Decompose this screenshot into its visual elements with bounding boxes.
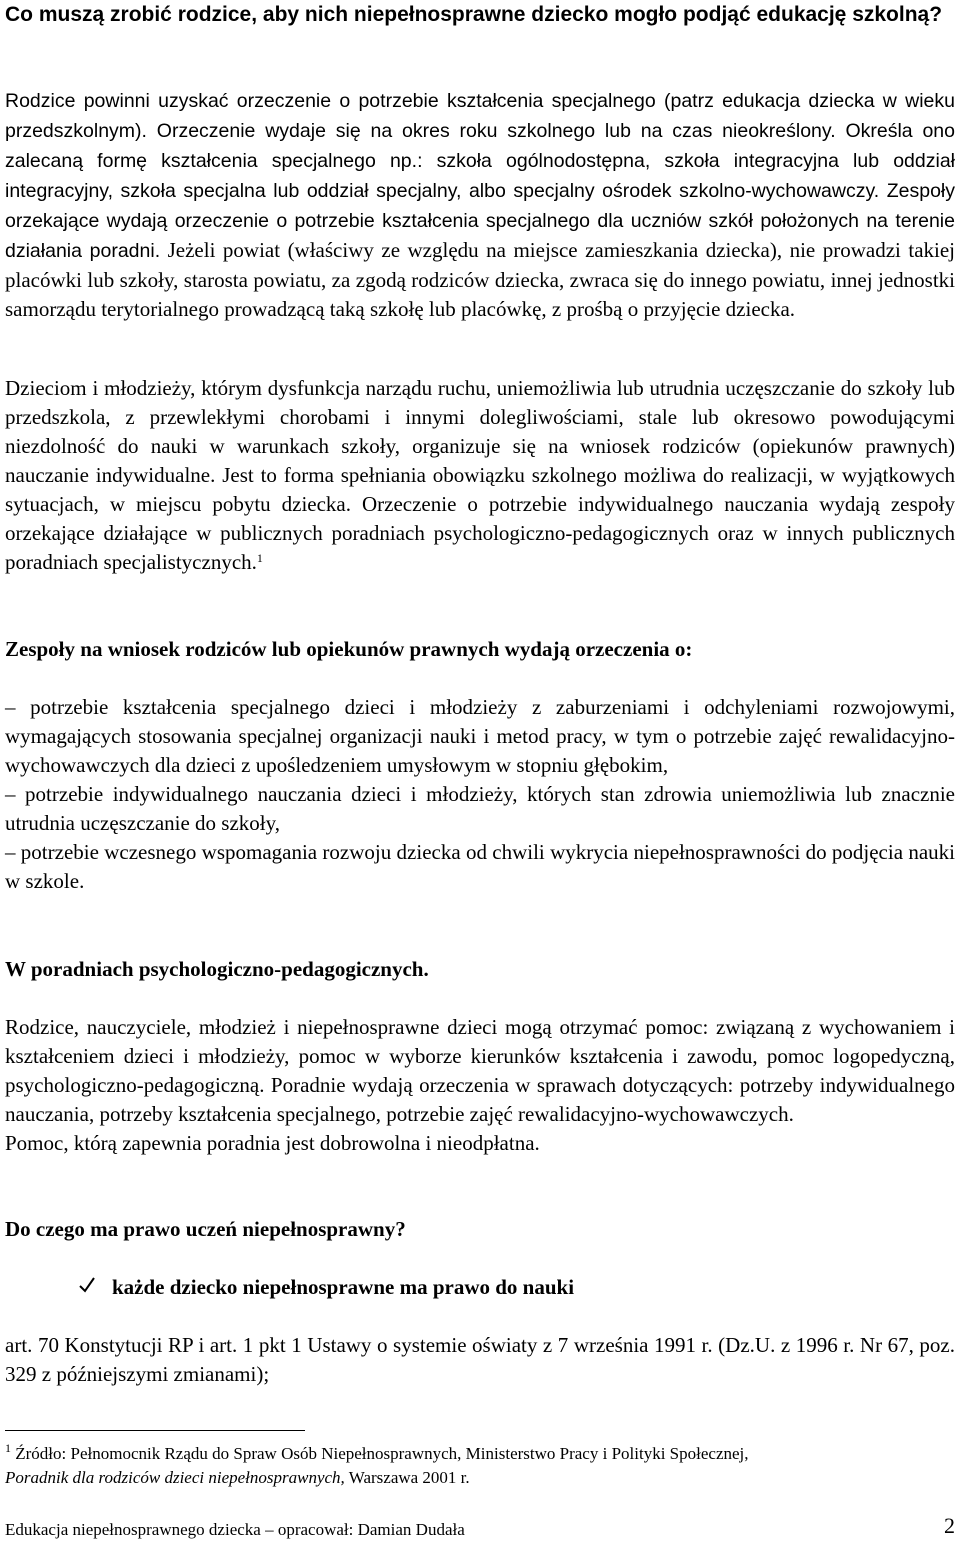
intro-serif-text: Jeżeli powiat (właściwy ze względu na miejsce zamieszkania dziecka), nie prowadzi takiej placówki lub szkoły, starosta powiatu, za zgodą rodziców dziecka, zwraca się do innego powiatu, innej jednostki samorządu terytorialnego prowadzącą taką szkołę lub placówkę, z prośbą o przyjęcie dziecka. [5, 238, 956, 321]
page-footer [5, 1515, 955, 1544]
footnote-book-title: Poradnik dla rodziców dzieci niepełnosprawnych, [5, 1468, 345, 1487]
clinics-note: Pomoc, którą zapewnia poradnia jest dobrowolna i nieodpłatna. [5, 1131, 540, 1155]
footnote-divider [5, 1430, 305, 1431]
page-heading: Co muszą zrobić rodzice, aby nich niepełnosprawne dziecko mogło podjąć edukację szkolną? [5, 3, 943, 26]
footer-text: Edukacja niepełnosprawnego dziecka – opracował: Damian Dudała [5, 1520, 465, 1539]
footnote-ref: 1 [256, 551, 263, 565]
individual-teaching-paragraph [5, 374, 955, 577]
list-item: – potrzebie indywidualnego nauczania dzieci i młodzieży, których stan zdrowia uniemożliwia lub znacznie utrudnia uczęszczanie do szkoły, [5, 782, 955, 835]
clinics-text [5, 1013, 955, 1158]
list-item: – potrzebie wczesnego wspomagania rozwoju dziecka od chwili wykrycia niepełnosprawności do podjęcia nauki w szkole. [5, 840, 955, 893]
rights-checklist-item [5, 1273, 955, 1302]
clinics-section-title: W poradniach psychologiczno-pedagogicznych. [5, 957, 429, 981]
footnote-source: Źródło: Pełnomocnik Rządu do Spraw Osób Niepełnosprawnych, Ministerstwo Pracy i Polityki Społecznej, [15, 1444, 749, 1463]
list-item: – potrzebie kształcenia specjalnego dzieci i młodzieży z zaburzeniami i odchyleniami rozwojowymi, wymagających stosowania specjalnej organizacji nauki i metod pracy, w tym o potrzebie zajęć rewalidacyjno-wychowawczych dla dzieci z upośledzeniem umysłowym w stopniu głębokim, [5, 695, 955, 777]
teams-section-title: Zespoły na wniosek rodziców lub opiekunów prawnych wydają orzeczenia o: [5, 637, 693, 661]
footnote-place-year: Warszawa 2001 r. [348, 1468, 470, 1487]
footnote [5, 1442, 955, 1490]
check-icon [78, 1273, 96, 1302]
legal-basis: art. 70 Konstytucji RP i art. 1 pkt 1 Ustawy o systemie oświaty z 7 września 1991 r. (Dz.U. z 1996 r. Nr 67, poz. 329 z późniejszymi zmianami); [5, 1333, 955, 1386]
page-number: 2 [944, 1513, 955, 1538]
teams-list [5, 693, 955, 896]
rights-section-title: Do czego ma prawo uczeń niepełnosprawny? [5, 1217, 406, 1241]
intro-paragraph [5, 86, 955, 324]
footnote-mark: 1 [5, 1441, 11, 1455]
intro-sans-text: Rodzice powinni uzyskać orzeczenie o potrzebie kształcenia specjalnego (patrz edukacja dziecka w wieku przedszkolnym). Orzeczenie wydaje się na okres roku szkolnego lub na czas nieokreślony. Określa ono zalecaną formę kształcenia specjalnego np.: szkoła ogólnodostępna, szkoła integracyjna lub oddział integracyjny, szkoła specjalna lub oddział specjalny, albo specjalny ośrodek szkolno-wychowawczy. Zespoły orzekające wydają orzeczenie o potrzebie kształcenia specjalnego dla uczniów szkół położonych na terenie działania poradni. [5, 90, 955, 262]
individual-teaching-text: Dzieciom i młodzieży, którym dysfunkcja narządu ruchu, uniemożliwia lub utrudnia uczęszczanie do szkoły lub przedszkola, z przewlekłymi chorobami i innymi dolegliwościami, stale lub okresowo powodującymi niezdolność do nauki w warunkach szkoły, organizuje się na wniosek rodziców (opiekunów prawnych) nauczanie indywidualne. Jest to forma spełniania obowiązku szkolnego możliwa do realizacji, w wyjątkowych sytuacjach, w miejscu pobytu dziecka. Orzeczenie o potrzebie indywidualnego nauczania wydają zespoły orzekające działające w publicznych poradniach psychologiczno-pedagogicznych oraz w innych publicznych poradniach specjalistycznych. [5, 376, 955, 574]
clinics-paragraph: Rodzice, nauczyciele, młodzież i niepełnosprawne dzieci mogą otrzymać pomoc: związaną z wychowaniem i kształceniem dzieci i młodzieży, pomoc w wyborze kierunków kształcenia i zawodu, pomoc logopedyczną, psychologiczno-pedagogiczną. Poradnie wydają orzeczenia w sprawach dotyczących: potrzeby indywidualnego nauczania, potrzeby kształcenia specjalnego, potrzebie zajęć rewalidacyjno-wychowawczych. [5, 1015, 955, 1126]
rights-check-text: każde dziecko niepełnosprawne ma prawo do nauki [112, 1275, 575, 1299]
